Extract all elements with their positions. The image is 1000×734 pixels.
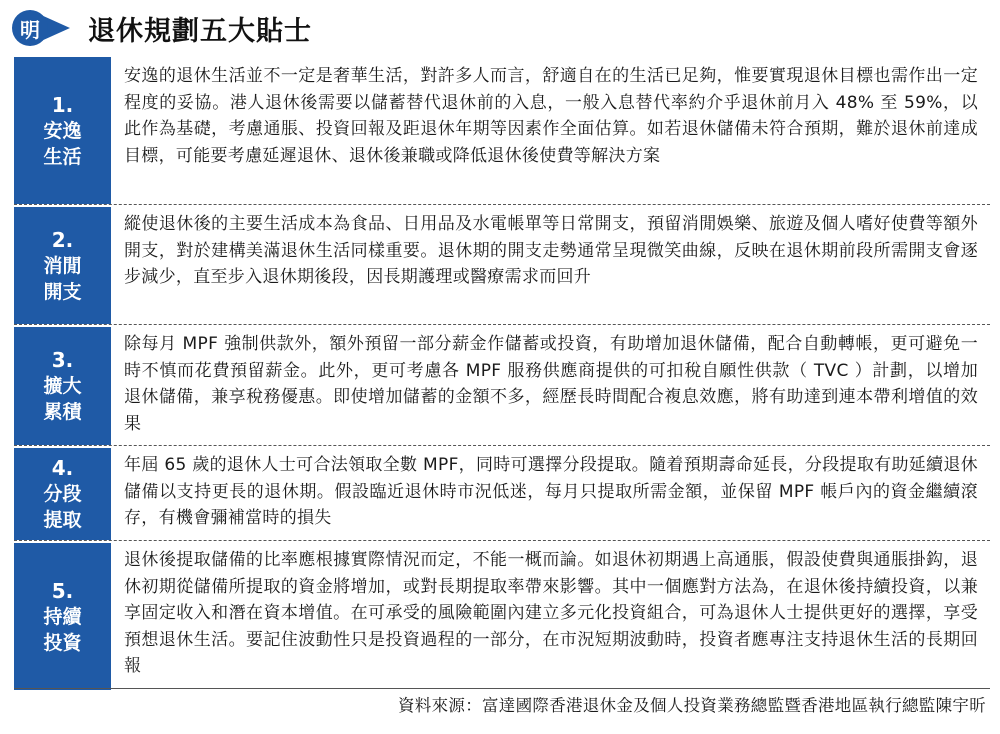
bottom-divider [14, 688, 990, 689]
tip-row-2 [14, 205, 990, 325]
source-credit: 資料來源：富達國際香港退休金及個人投資業務總監暨香港地區執行總監陳宇昕 [398, 696, 986, 715]
tip-label-line1: 消閒 [43, 254, 82, 277]
tips-table [14, 57, 990, 690]
tip-row-4 [14, 446, 990, 541]
tip-row-1 [14, 57, 990, 205]
tip-label-line1: 安逸 [43, 119, 82, 142]
tip-label-line2: 提取 [43, 509, 82, 531]
tip-row-5 [14, 541, 990, 690]
tip-text: 除每月 MPF 強制供款外，額外預留一部分薪金作儲蓄或投資，有助增加退休儲備，配合自動轉帳，更可避免一時不慎而花費預留薪金。此外，更可考慮各 MPF 服務供應商提供的可扣稅自願性供款（ TVC ）計劃，以增加退休儲備，兼享稅務優惠。即使增加儲蓄的金額不多，經歷長時間配合複息效應，將有助達到連本帶利增值的效果 [124, 334, 978, 434]
tip-label-line2: 生活 [43, 145, 82, 168]
tip-number: 1. [51, 92, 74, 117]
tip-label-3 [14, 325, 111, 445]
tip-label-line2: 開支 [43, 280, 82, 303]
tip-text: 年屆 65 歲的退休人士可合法領取全數 MPF，同時可選擇分段提取。隨着預期壽命延長，分段提取有助延續退休儲備以支持更長的退休期。假設臨近退休時市況低迷，每月只提取所需金額，並保留 MPF 帳戶內的資金繼續滾存，有機會彌補當時的損失 [124, 455, 978, 529]
tip-label-line1: 持續 [43, 605, 82, 628]
tip-number: 2. [51, 227, 74, 252]
tip-text: 退休後提取儲備的比率應根據實際情況而定，不能一概而論。如退休初期遇上高通脹，假設使費與通脹掛鈎，退休初期從儲備所提取的資金將增加，或對長期提取率帶來影響。其中一個應對方法為，在退休後持續投資，以兼享固定收入和潛在資本增值。在可承受的風險範圍內建立多元化投資組合，可為退休人士提供更好的選擇，享受預想退休生活。要記住波動性只是投資過程的一部分，在市況短期波動時，投資者應專注支持退休生活的長期回報 [124, 550, 978, 677]
newspaper-logo [12, 9, 78, 47]
tip-number: 4. [51, 456, 74, 480]
tip-label-1 [14, 57, 111, 204]
header [12, 6, 312, 50]
tip-label-5 [14, 541, 111, 690]
tip-label-line2: 累積 [43, 401, 82, 423]
tip-text: 安逸的退休生活並不一定是奢華生活，對許多人而言，舒適自在的生活已足夠，惟要實現退休目標也需作出一定程度的妥協。港人退休後需要以儲蓄替代退休前的入息，一般入息替代率約介乎退休前月入 48% 至 59%，以此作為基礎，考慮通脹、投資回報及距退休年期等因素作全面估算。如若退休儲備未符合預期，難於退休前達成目標，可能要考慮延遲退休、退休後兼職或降低退休後使費等解決方案 [124, 66, 978, 166]
tip-row-3 [14, 325, 990, 446]
tip-label-line1: 分段 [43, 483, 82, 505]
logo-badge: 明 [12, 10, 48, 46]
tip-label-4 [14, 446, 111, 540]
tip-number: 5. [51, 578, 74, 603]
tip-text: 縱使退休後的主要生活成本為食品、日用品及水電帳單等日常開支，預留消閒娛樂、旅遊及個人嗜好使費等額外開支，對於建構美滿退休生活同樣重要。退休期的開支走勢通常呈現微笑曲線，反映在退休期前段所需開支會逐步減少，直至步入退休期後段，因長期護理或醫療需求而回升 [124, 214, 978, 288]
tip-number: 3. [51, 348, 74, 372]
tip-label-line2: 投資 [43, 631, 82, 654]
tip-label-line1: 擴大 [43, 375, 82, 397]
page-title: 退休規劃五大貼士 [88, 15, 312, 47]
tip-label-2 [14, 205, 111, 324]
